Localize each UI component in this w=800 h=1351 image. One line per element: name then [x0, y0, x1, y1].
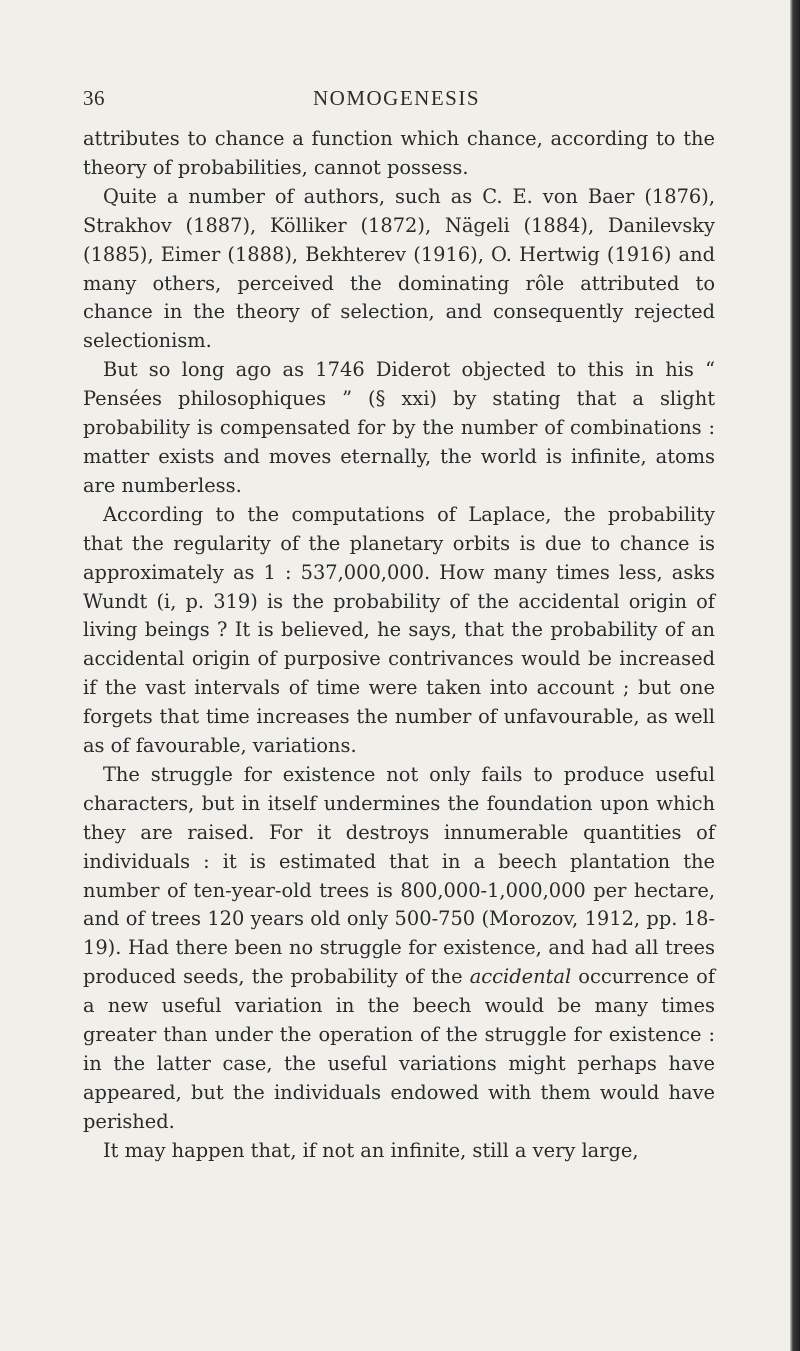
paragraph-struggle	[83, 761, 715, 1137]
emphasis-accidental: accidental	[469, 965, 572, 989]
struggle-text-after: occurrence of a new useful variation in the beech would be many times greater than under the operation of the struggle for existence : in the latter case, the useful variations might perhaps have appeared, but the individuals endowed with them would have perished.	[83, 965, 716, 1133]
struggle-text-before: The struggle for existence not only fails to produce useful characters, but in itself undermines the foundation upon which they are raised. For it destroys innumerable quantities of individuals : it is estimated that in a beech plantation the number of ten-year-old trees is 800,000-1,000,000 per hectare, and of trees 120 years old only 500-750 (Morozov, 1912, pp. 18-19). Had there been no struggle for existence, and had all trees produced seeds, the probability of the	[83, 762, 715, 989]
paragraph-final: It may happen that, if not an infinite, still a very large,	[103, 1138, 639, 1162]
paragraph-laplace: According to the computations of Laplace, the probability that the regularity of the planetary orbits is due to chance is approximately as 1 : 537,000,000. How many times less, asks Wundt (i, p. 319) is the probability of the accidental origin of living beings ? It is believed, he says, that the probability of an accidental origin of purposive contrivances would be increased if the vast intervals of time were taken into account ; but one forgets that time increases the number of unfavourable, as well as of favourable, variations.	[83, 502, 715, 758]
body-text	[83, 125, 715, 1166]
page-edge-shadow	[790, 0, 800, 1351]
paragraph-continuation: attributes to chance a function which chance, according to the theory of probabilities, cannot possess.	[83, 127, 715, 179]
paragraph-diderot: But so long ago as 1746 Diderot objected to this in his “ Pensées philosophiques ” (§ xxi) by stating that a slight probability is compensated for by the number of combinations : matter exists and moves eternally, the world is infinite, atoms are numberless.	[83, 358, 715, 497]
paragraph-authors: Quite a number of authors, such as C. E. von Baer (1876), Strakhov (1887), Kölliker (1872), Nägeli (1884), Danilevsky (1885), Eimer (1888), Bekhterev (1916), O. Hertwig (1916) and many others, perceived the dominating rôle attributed to chance in the theory of selection, and consequently rejected selectionism.	[83, 184, 715, 353]
running-head: NOMOGENESIS	[313, 86, 481, 110]
page-header	[83, 86, 715, 116]
page-number: 36	[83, 86, 105, 110]
